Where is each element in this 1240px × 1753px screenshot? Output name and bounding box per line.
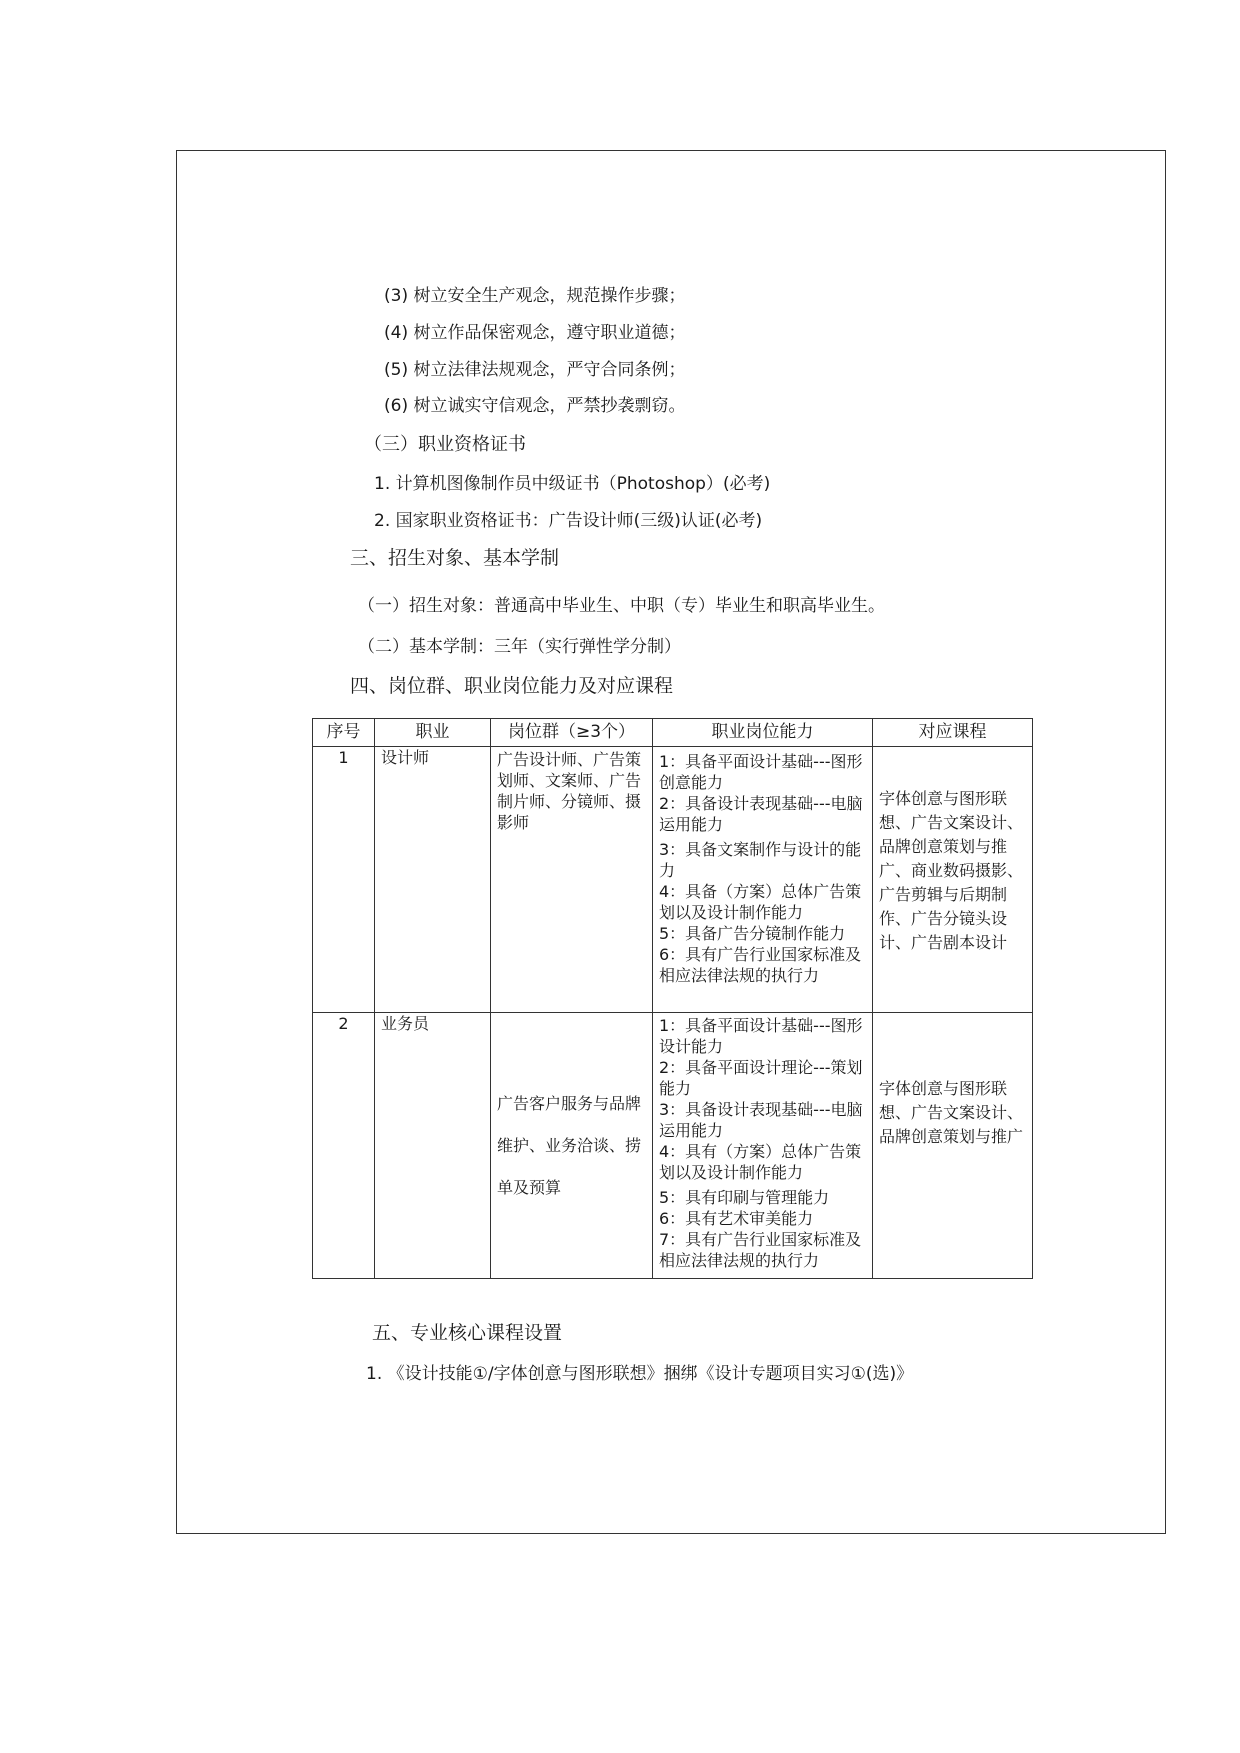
row-courses: 字体创意与图形联想、广告文案设计、品牌创意策划与推广 xyxy=(873,1013,1033,1279)
ability-item: 3：具备文案制作与设计的能力 xyxy=(659,840,862,880)
row-no: 1 xyxy=(313,747,375,1013)
ability-item: 2：具备设计表现基础---电脑运用能力 xyxy=(659,794,863,834)
ability-item: 5：具备广告分镜制作能力 xyxy=(659,924,846,943)
header-courses: 对应课程 xyxy=(873,719,1033,747)
row-abilities xyxy=(653,747,873,1013)
ability-item: 1：具备平面设计基础---图形创意能力 xyxy=(659,752,863,792)
row-courses: 字体创意与图形联想、广告文案设计、品牌创意策划与推广、商业数码摄影、广告剪辑与后期制作、广告分镜头设计、广告剧本设计 xyxy=(873,747,1033,1013)
section-heading-enrollment: 三、招生对象、基本学制 xyxy=(350,547,560,569)
positions-table xyxy=(312,718,1033,1279)
table-row xyxy=(313,1013,1033,1279)
enrollment-target: （一）招生对象：普通高中毕业生、中职（专）毕业生和职高毕业生。 xyxy=(358,596,885,616)
ability-item: 2：具备平面设计理论---策划能力 xyxy=(659,1058,863,1098)
header-group: 岗位群（≥3个） xyxy=(491,719,653,747)
header-job: 职业 xyxy=(375,719,491,747)
header-abilities: 职业岗位能力 xyxy=(653,719,873,747)
row-group: 广告客户服务与品牌维护、业务洽谈、捞单及预算 xyxy=(491,1013,653,1279)
ability-item: 3：具备设计表现基础---电脑运用能力 xyxy=(659,1100,863,1140)
ability-item: 5：具有印刷与管理能力 xyxy=(659,1188,830,1207)
certificate-item-1: 1. 计算机图像制作员中级证书（Photoshop）(必考) xyxy=(374,474,771,494)
table-row xyxy=(313,747,1033,1013)
row-job: 业务员 xyxy=(375,1013,491,1279)
section-heading-certificates: （三）职业资格证书 xyxy=(364,434,526,455)
row-abilities xyxy=(653,1013,873,1279)
certificate-item-2: 2. 国家职业资格证书：广告设计师(三级)认证(必考) xyxy=(374,511,763,531)
row-job: 设计师 xyxy=(375,747,491,1013)
study-duration: （二）基本学制：三年（实行弹性学分制） xyxy=(358,637,681,657)
ability-item: 6：具有艺术审美能力 xyxy=(659,1209,814,1228)
attitude-item-4: (4) 树立作品保密观念，遵守职业道德； xyxy=(384,323,686,343)
ability-item: 4：具备（方案）总体广告策划以及设计制作能力 xyxy=(659,882,862,922)
ability-item: 4：具有（方案）总体广告策划以及设计制作能力 xyxy=(659,1142,862,1182)
ability-item: 1：具备平面设计基础---图形设计能力 xyxy=(659,1016,863,1056)
header-no: 序号 xyxy=(313,719,375,747)
attitude-item-6: (6) 树立诚实守信观念，严禁抄袭剽窃。 xyxy=(384,396,686,416)
attitude-item-3: (3) 树立安全生产观念，规范操作步骤； xyxy=(384,286,686,306)
ability-item: 6：具有广告行业国家标准及相应法律法规的执行力 xyxy=(659,945,862,985)
row-no: 2 xyxy=(313,1013,375,1279)
table-header-row xyxy=(313,719,1033,747)
attitude-item-5: (5) 树立法律法规观念，严守合同条例； xyxy=(384,360,686,380)
core-course-item-1: 1. 《设计技能①/字体创意与图形联想》捆绑《设计专题项目实习①(选)》 xyxy=(366,1364,914,1384)
row-group: 广告设计师、广告策划师、文案师、广告制片师、分镜师、摄影师 xyxy=(491,747,653,1013)
section-heading-positions: 四、岗位群、职业岗位能力及对应课程 xyxy=(350,675,674,697)
ability-item: 7：具有广告行业国家标准及相应法律法规的执行力 xyxy=(659,1230,862,1270)
section-heading-core-courses: 五、专业核心课程设置 xyxy=(372,1322,563,1344)
